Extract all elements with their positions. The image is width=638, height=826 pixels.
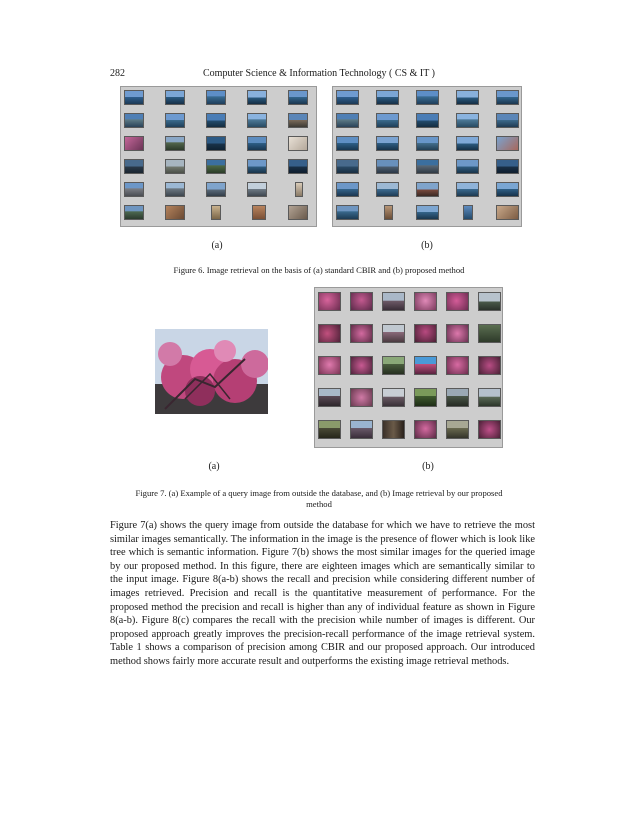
- figure7-grid-b: [314, 287, 503, 448]
- figure7-label-a: (a): [208, 461, 220, 472]
- retrieved-image: [478, 388, 501, 407]
- retrieved-image: [124, 205, 144, 220]
- retrieved-image: [165, 136, 185, 151]
- retrieved-image: [295, 182, 303, 197]
- figure6-grid-b: [332, 86, 522, 227]
- figure7-label-b: (b): [422, 461, 434, 472]
- retrieved-image: [165, 90, 185, 105]
- retrieved-image: [336, 159, 359, 174]
- retrieved-image: [376, 90, 399, 105]
- retrieved-image: [288, 205, 308, 220]
- page-number: 282: [110, 68, 125, 79]
- retrieved-image: [350, 356, 373, 375]
- retrieved-image: [456, 159, 479, 174]
- retrieved-image: [496, 182, 519, 197]
- retrieved-image: [478, 356, 501, 375]
- retrieved-image: [382, 420, 405, 439]
- retrieved-image: [165, 182, 185, 197]
- retrieved-image: [416, 205, 439, 220]
- retrieved-image: [165, 113, 185, 128]
- retrieved-image: [384, 205, 393, 220]
- retrieved-image: [382, 292, 405, 311]
- retrieved-image: [414, 324, 437, 343]
- retrieved-image: [376, 113, 399, 128]
- query-image: [155, 329, 268, 414]
- retrieved-image: [252, 205, 266, 220]
- retrieved-image: [336, 90, 359, 105]
- retrieved-image: [124, 136, 144, 151]
- retrieved-image: [318, 324, 341, 343]
- retrieved-image: [446, 388, 469, 407]
- retrieved-image: [478, 324, 501, 343]
- figure7-caption-line2: method: [306, 499, 332, 509]
- cherry-blossom-photo: [155, 329, 268, 414]
- retrieved-image: [414, 292, 437, 311]
- retrieved-image: [416, 90, 439, 105]
- retrieved-image: [247, 113, 267, 128]
- retrieved-image: [206, 136, 226, 151]
- retrieved-image: [376, 136, 399, 151]
- retrieved-image: [416, 113, 439, 128]
- retrieved-image: [124, 90, 144, 105]
- retrieved-image: [478, 420, 501, 439]
- retrieved-image: [376, 159, 399, 174]
- retrieved-image: [211, 205, 221, 220]
- retrieved-image: [382, 388, 405, 407]
- retrieved-image: [124, 182, 144, 197]
- retrieved-image: [350, 324, 373, 343]
- retrieved-image: [446, 292, 469, 311]
- running-title: Computer Science & Information Technology ( CS & IT ): [203, 68, 435, 79]
- retrieved-image: [318, 420, 341, 439]
- figure6-caption: Figure 6. Image retrieval on the basis of (a) standard CBIR and (b) proposed method: [173, 265, 465, 275]
- retrieved-image: [416, 159, 439, 174]
- retrieved-image: [206, 113, 226, 128]
- retrieved-image: [496, 136, 519, 151]
- retrieved-image: [414, 420, 437, 439]
- retrieved-image: [350, 420, 373, 439]
- retrieved-image: [288, 136, 308, 151]
- retrieved-image: [318, 356, 341, 375]
- retrieved-image: [206, 182, 226, 197]
- retrieved-image: [463, 205, 473, 220]
- retrieved-image: [247, 182, 267, 197]
- retrieved-image: [382, 324, 405, 343]
- retrieved-image: [456, 113, 479, 128]
- retrieved-image: [350, 388, 373, 407]
- retrieved-image: [446, 356, 469, 375]
- retrieved-image: [376, 182, 399, 197]
- retrieved-image: [446, 420, 469, 439]
- retrieved-image: [416, 136, 439, 151]
- retrieved-image: [416, 182, 439, 197]
- retrieved-image: [414, 356, 437, 375]
- retrieved-image: [350, 292, 373, 311]
- retrieved-image: [206, 159, 226, 174]
- retrieved-image: [456, 182, 479, 197]
- figure6-label-a: (a): [211, 240, 223, 251]
- retrieved-image: [446, 324, 469, 343]
- retrieved-image: [414, 388, 437, 407]
- retrieved-image: [124, 159, 144, 174]
- retrieved-image: [247, 136, 267, 151]
- retrieved-image: [382, 356, 405, 375]
- retrieved-image: [124, 113, 144, 128]
- retrieved-image: [165, 159, 185, 174]
- retrieved-image: [247, 90, 267, 105]
- retrieved-image: [496, 159, 519, 174]
- retrieved-image: [496, 113, 519, 128]
- figure6-label-b: (b): [421, 240, 433, 251]
- retrieved-image: [165, 205, 185, 220]
- retrieved-image: [288, 90, 308, 105]
- retrieved-image: [206, 90, 226, 105]
- body-paragraph: Figure 7(a) shows the query image from outside the database for which we have to retrieve the most similar images semantically. The information in the image is the presence of flower which is look like tree which is semantic information. Figure 7(b) shows the most similar images for the queried image by our proposed method. In this figure, there are eighteen images which are semantically similar to the input image. Figure 8(a-b) shows the recall and precision while considering different number of images retrieved. Precision and recall is the quantitative measurement of performance. For the proposed method the precision and recall is higher than any of individual feature as shown in Figure 8(a-b). Figure 8(c) compares the recall with the precision while number of images is different. Our proposed approach greatly improves the precision-recall performance of the image retrieval system. Table 1 shows a comparison of precision among CBIR and our proposed approach. Our introduced method shows fairly more accurate result and outperforms the existing image retrieval methods.: [110, 520, 535, 667]
- figure6-grid-a: [120, 86, 317, 227]
- retrieved-image: [288, 159, 308, 174]
- retrieved-image: [456, 136, 479, 151]
- retrieved-image: [496, 90, 519, 105]
- retrieved-image: [478, 292, 501, 311]
- retrieved-image: [336, 182, 359, 197]
- retrieved-image: [247, 159, 267, 174]
- retrieved-image: [288, 113, 308, 128]
- retrieved-image: [336, 136, 359, 151]
- retrieved-image: [318, 292, 341, 311]
- retrieved-image: [318, 388, 341, 407]
- retrieved-image: [456, 90, 479, 105]
- retrieved-image: [496, 205, 519, 220]
- figure7-caption-line1: Figure 7. (a) Example of a query image from outside the database, and (b) Image retrieval by our proposed: [135, 488, 503, 498]
- retrieved-image: [336, 205, 359, 220]
- retrieved-image: [336, 113, 359, 128]
